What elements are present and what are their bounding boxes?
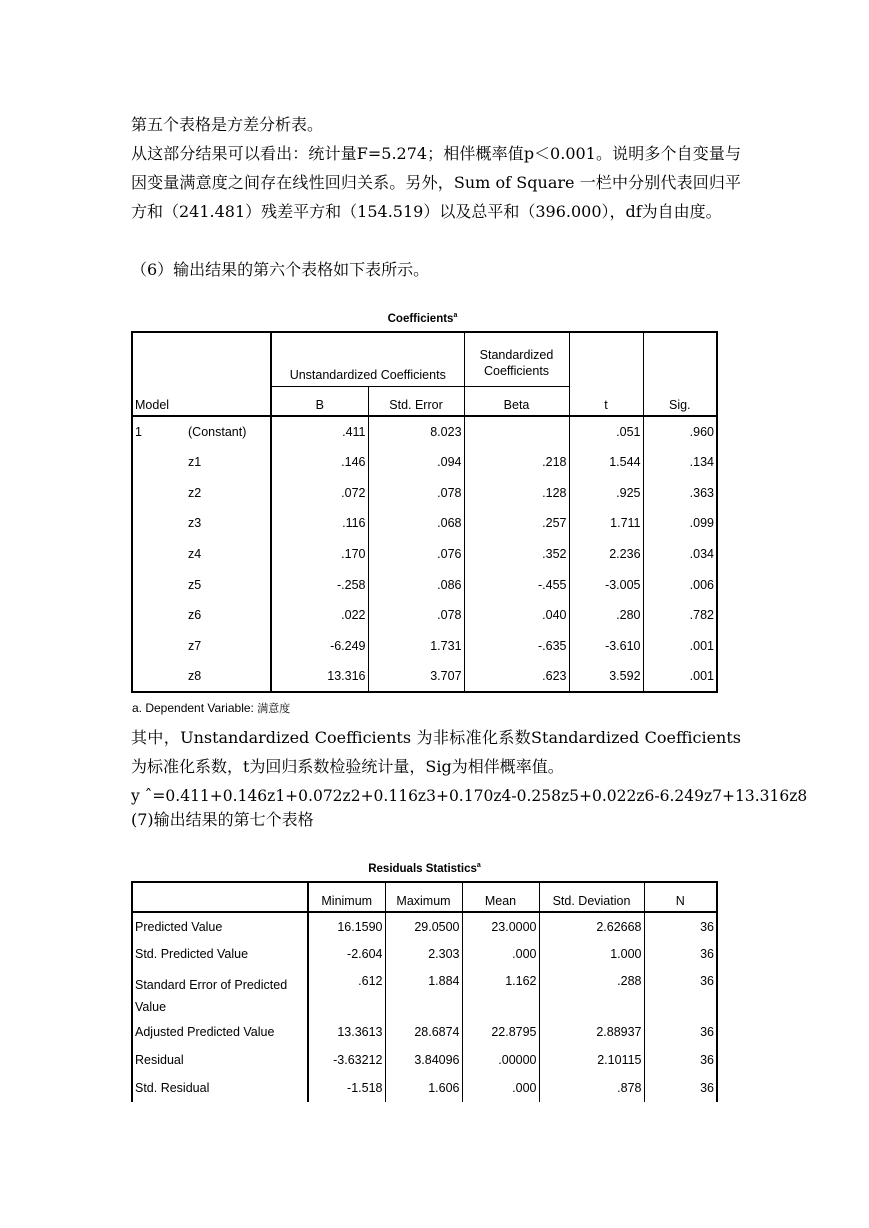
mean-cell: .000 (462, 1074, 539, 1102)
model-number-cell (132, 569, 185, 600)
minimum-cell: -2.604 (308, 940, 385, 968)
std-deviation-cell: .288 (539, 968, 644, 1018)
mean-cell: 1.162 (462, 968, 539, 1018)
b-cell: -6.249 (271, 631, 368, 662)
model-number-cell (132, 600, 185, 631)
row-label: Adjusted Predicted Value (135, 1025, 275, 1039)
std-error-cell: .094 (368, 447, 464, 478)
b-cell: .072 (271, 477, 368, 508)
t-cell: 3.592 (569, 662, 643, 693)
model-number-cell: 1 (132, 416, 185, 447)
n-header: N (644, 882, 717, 912)
sig-header: Sig. (643, 332, 717, 416)
sig-cell: .099 (643, 508, 717, 539)
t-cell: .280 (569, 600, 643, 631)
b-cell: .411 (271, 416, 368, 447)
predictor-name-cell: z3 (185, 508, 271, 539)
mean-header: Mean (462, 882, 539, 912)
model-number-cell (132, 447, 185, 478)
residuals-title: Residuals Statistics$^a$ (368, 862, 481, 875)
residuals-table (131, 881, 718, 1102)
intro-line: 第五个表格是方差分析表。 (131, 115, 324, 134)
b-cell: .170 (271, 539, 368, 570)
regression-equation: y ˆ=0.411+0.146z1+0.072z2+0.116z3+0.170z4-0.258z5+0.022z6-6.249z7+13.316z8 (131, 787, 808, 805)
t-cell: 1.544 (569, 447, 643, 478)
predictor-name-cell: z7 (185, 631, 271, 662)
coefficients-row (132, 662, 717, 693)
sig-cell: .001 (643, 631, 717, 662)
minimum-cell: -1.518 (308, 1074, 385, 1102)
row-label: Predicted Value (135, 919, 223, 934)
n-cell: 36 (644, 912, 717, 940)
std-deviation-header: Std. Deviation (539, 882, 644, 912)
b-header: B (271, 386, 368, 416)
t-cell: -3.005 (569, 569, 643, 600)
n-cell: 36 (644, 968, 717, 1018)
beta-cell: -.635 (464, 631, 569, 662)
row-label-cell (132, 912, 308, 940)
residuals-row (132, 1074, 717, 1102)
t-cell: 1.711 (569, 508, 643, 539)
b-cell: .146 (271, 447, 368, 478)
n-cell: 36 (644, 1018, 717, 1046)
section-7-heading: (7)输出结果的第七个表格 (131, 810, 314, 829)
std-deviation-cell: 2.10115 (539, 1046, 644, 1074)
mean-cell: .00000 (462, 1046, 539, 1074)
coefficients-table (131, 331, 718, 693)
beta-cell (464, 416, 569, 447)
maximum-cell: 1.606 (385, 1074, 462, 1102)
std-deviation-cell: 2.88937 (539, 1018, 644, 1046)
model-number-cell (132, 539, 185, 570)
row-label: Std. Predicted Value (135, 947, 249, 961)
t-cell: -3.610 (569, 631, 643, 662)
row-label-cell (132, 1018, 308, 1046)
coefficients-row (132, 569, 717, 600)
sig-cell: .782 (643, 600, 717, 631)
maximum-cell: 1.884 (385, 968, 462, 1018)
sig-cell: .001 (643, 662, 717, 693)
anova-explanation: 从这部分结果可以看出：统计量F=5.274；相伴概率值p＜0.001。说明多个自变量与因变量满意度之间存在线性回归关系。另外，Sum of Square 一栏中分别代表回归平方和（241.481）残差平方和（154.519）以及总平和（396.000），df为自由度。 (131, 144, 741, 221)
std-error-cell: .076 (368, 539, 464, 570)
coefficients-row (132, 539, 717, 570)
dependent-variable-footnote: a. Dependent Variable: 满意度 (132, 701, 291, 715)
coefficients-title: Coefficients$^a$ (387, 312, 458, 325)
std-error-cell: .078 (368, 477, 464, 508)
std-error-cell: .086 (368, 569, 464, 600)
predictor-name-cell: z6 (185, 600, 271, 631)
row-label: Std. Residual (135, 1081, 210, 1095)
minimum-cell: .612 (308, 968, 385, 1018)
minimum-cell: 13.3613 (308, 1018, 385, 1046)
maximum-cell: 28.6874 (385, 1018, 462, 1046)
residuals-row (132, 940, 717, 968)
predictor-name-cell: z2 (185, 477, 271, 508)
predictor-name-cell: z4 (185, 539, 271, 570)
section-6-heading: （6）输出结果的第六个表格如下表所示。 (131, 260, 430, 279)
sig-cell: .034 (643, 539, 717, 570)
sig-cell: .006 (643, 569, 717, 600)
beta-cell: .040 (464, 600, 569, 631)
maximum-cell: 2.303 (385, 940, 462, 968)
residuals-row (132, 912, 717, 940)
row-label-cell (132, 1074, 308, 1102)
predictor-name-cell: (Constant) (185, 416, 271, 447)
row-label-cell (132, 940, 308, 968)
sig-cell: .363 (643, 477, 717, 508)
coefficients-row (132, 447, 717, 478)
std-deviation-cell: .878 (539, 1074, 644, 1102)
mean-cell: 22.8795 (462, 1018, 539, 1046)
beta-cell: .352 (464, 539, 569, 570)
residuals-row (132, 1018, 717, 1046)
coefficients-explanation: 其中，Unstandardized Coefficients 为非标准化系数Standardized Coefficients 为标准化系数，t为回归系数检验统计量，Sig为相伴概率值。 (131, 728, 741, 776)
coefficients-row (132, 631, 717, 662)
maximum-cell: 3.84096 (385, 1046, 462, 1074)
model-header: Model (132, 332, 271, 416)
coefficients-row (132, 508, 717, 539)
t-cell: 2.236 (569, 539, 643, 570)
b-cell: .022 (271, 600, 368, 631)
coefficients-row (132, 416, 717, 447)
coefficients-row (132, 477, 717, 508)
n-cell: 36 (644, 940, 717, 968)
std-error-cell: .068 (368, 508, 464, 539)
minimum-cell: -3.63212 (308, 1046, 385, 1074)
row-label: Residual (135, 1053, 184, 1067)
sig-cell: .960 (643, 416, 717, 447)
row-label-continued: Value (135, 1000, 167, 1014)
b-cell: .116 (271, 508, 368, 539)
t-header: t (569, 332, 643, 416)
mean-cell: .000 (462, 940, 539, 968)
b-cell: -.258 (271, 569, 368, 600)
coefficients-row (132, 600, 717, 631)
mean-cell: 23.0000 (462, 912, 539, 940)
t-cell: .925 (569, 477, 643, 508)
row-label-cell (132, 968, 308, 1018)
b-cell: 13.316 (271, 662, 368, 693)
model-number-cell (132, 662, 185, 693)
std-deviation-cell: 1.000 (539, 940, 644, 968)
std-error-cell: .078 (368, 600, 464, 631)
beta-cell: -.455 (464, 569, 569, 600)
residuals-row (132, 968, 717, 1018)
std-error-header: Std. Error (368, 386, 464, 416)
minimum-header: Minimum (308, 882, 385, 912)
beta-cell: .128 (464, 477, 569, 508)
unstandardized-header: Unstandardized Coefficients (271, 332, 464, 386)
predictor-name-cell: z8 (185, 662, 271, 693)
standardized-header-line1: Standardized (464, 332, 569, 362)
std-deviation-cell: 2.62668 (539, 912, 644, 940)
maximum-cell: 29.0500 (385, 912, 462, 940)
model-number-cell (132, 508, 185, 539)
std-error-cell: 1.731 (368, 631, 464, 662)
row-label-cell (132, 1046, 308, 1074)
residuals-corner-cell (132, 882, 308, 912)
model-number-cell (132, 631, 185, 662)
std-error-cell: 8.023 (368, 416, 464, 447)
t-cell: .051 (569, 416, 643, 447)
predictor-name-cell: z1 (185, 447, 271, 478)
maximum-header: Maximum (385, 882, 462, 912)
standardized-header-line2: Coefficients (464, 362, 569, 386)
predictor-name-cell: z5 (185, 569, 271, 600)
beta-cell: .218 (464, 447, 569, 478)
beta-header: Beta (464, 386, 569, 416)
beta-cell: .623 (464, 662, 569, 693)
std-error-cell: 3.707 (368, 662, 464, 693)
model-number-cell (132, 477, 185, 508)
n-cell: 36 (644, 1074, 717, 1102)
n-cell: 36 (644, 1046, 717, 1074)
row-label: Standard Error of Predicted (135, 978, 288, 992)
minimum-cell: 16.1590 (308, 912, 385, 940)
beta-cell: .257 (464, 508, 569, 539)
residuals-row (132, 1046, 717, 1074)
sig-cell: .134 (643, 447, 717, 478)
